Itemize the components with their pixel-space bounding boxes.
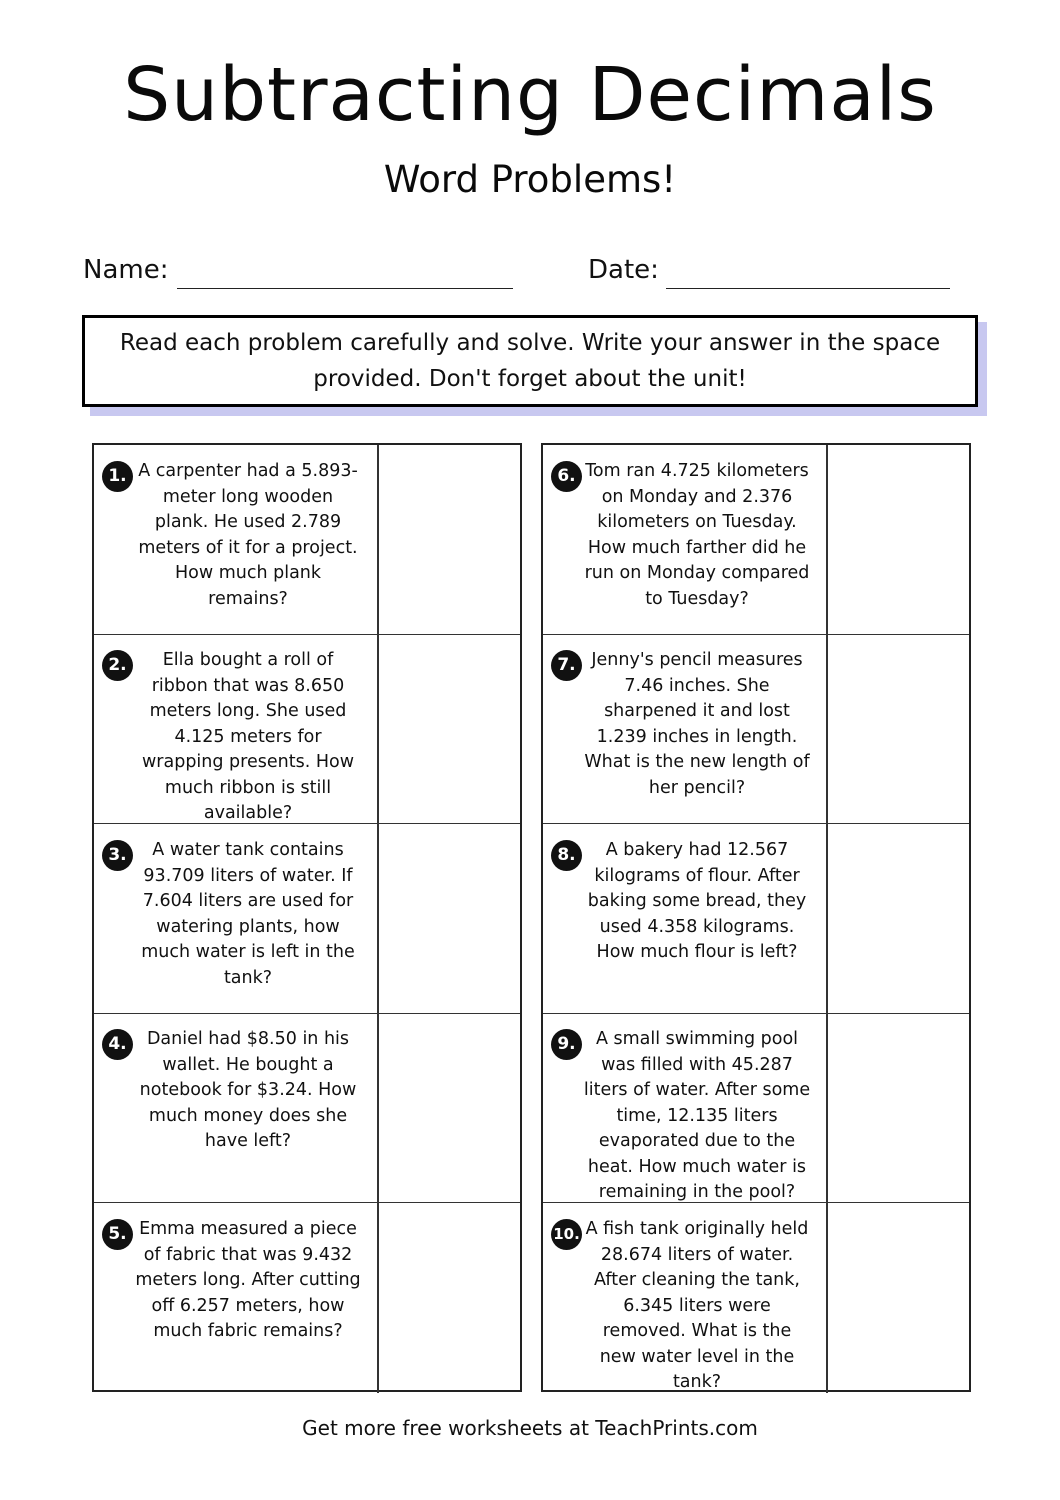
answer-space[interactable] [828,1013,969,1202]
problem-number-badge: 1. [102,461,133,492]
name-label: Name: [83,255,169,285]
instructions-text: Read each problem carefully and solve. Write your answer in the space provided. Don't forget about the unit! [119,330,941,392]
problem-number-badge: 2. [102,650,133,681]
problem-text: Jenny's pencil measures 7.46 inches. She sharpened it and lost 1.239 inches in length. What is the new length of her pencil? [584,650,810,798]
problem-row [94,634,520,824]
worksheet-title: Subtracting Decimals [123,52,937,138]
problem-number-badge: 5. [102,1219,133,1250]
problem-text: Daniel had $8.50 in his wallet. He bought a notebook for $3.24. How much money does she have left? [139,1029,357,1151]
footer-credit: Get more free worksheets at TeachPrints.com [302,1416,758,1440]
answer-space[interactable] [379,634,520,823]
problem-text: A bakery had 12.567 kilograms of flour. After baking some bread, they used 4.358 kilograms. How much flour is left? [587,840,807,962]
problem-row [543,1203,969,1393]
answer-space[interactable] [379,1013,520,1202]
answer-space[interactable] [828,1203,969,1393]
answer-space[interactable] [828,634,969,823]
problem-row [94,1013,520,1203]
problem-number-badge: 7. [551,650,582,681]
problem-number-badge: 9. [551,1029,582,1060]
answer-space[interactable] [828,824,969,1013]
problem-text: Ella bought a roll of ribbon that was 8.650 meters long. She used 4.125 meters for wrapping presents. How much ribbon is still available? [141,650,355,823]
name-field[interactable] [177,288,513,289]
answer-space[interactable] [828,445,969,634]
problem-row [94,824,520,1014]
instructions-box [82,315,978,407]
problem-grid-left [92,443,522,1392]
problem-row [94,445,520,635]
date-label: Date: [588,255,659,285]
problem-row [543,1013,969,1203]
problem-text: A water tank contains 93.709 liters of water. If 7.604 liters are used for watering plants, how much water is left in the tank? [141,840,355,988]
problem-row [543,824,969,1014]
problem-row [94,1203,520,1393]
problem-number-badge: 6. [551,461,582,492]
worksheet-subtitle: Word Problems! [383,158,677,201]
problem-grid-right [541,443,971,1392]
problem-text: Emma measured a piece of fabric that was 9.432 meters long. After cutting off 6.257 meters, how much fabric remains? [135,1219,361,1341]
problem-text: A small swimming pool was filled with 45.287 liters of water. After some time, 12.135 liters evaporated due to the heat. How much water is remaining in the pool? [583,1029,811,1202]
answer-space[interactable] [379,824,520,1013]
problem-number-badge: 3. [102,840,133,871]
problem-number-badge: 10. [551,1219,582,1250]
date-field[interactable] [666,288,950,289]
answer-space[interactable] [379,1203,520,1393]
problem-row [543,445,969,635]
problem-row [543,634,969,824]
problem-number-badge: 8. [551,840,582,871]
problem-text: Tom ran 4.725 kilometers on Monday and 2.376 kilometers on Tuesday. How much farther did he run on Monday compared to Tuesday? [584,461,810,609]
answer-space[interactable] [379,445,520,634]
problem-number-badge: 4. [102,1029,133,1060]
problem-text: A fish tank originally held 28.674 liters of water. After cleaning the tank, 6.345 liters were removed. What is the new water level in the tank? [585,1219,809,1392]
problem-text: A carpenter had a 5.893-meter long wooden plank. He used 2.789 meters of it for a project. How much plank remains? [138,461,358,609]
